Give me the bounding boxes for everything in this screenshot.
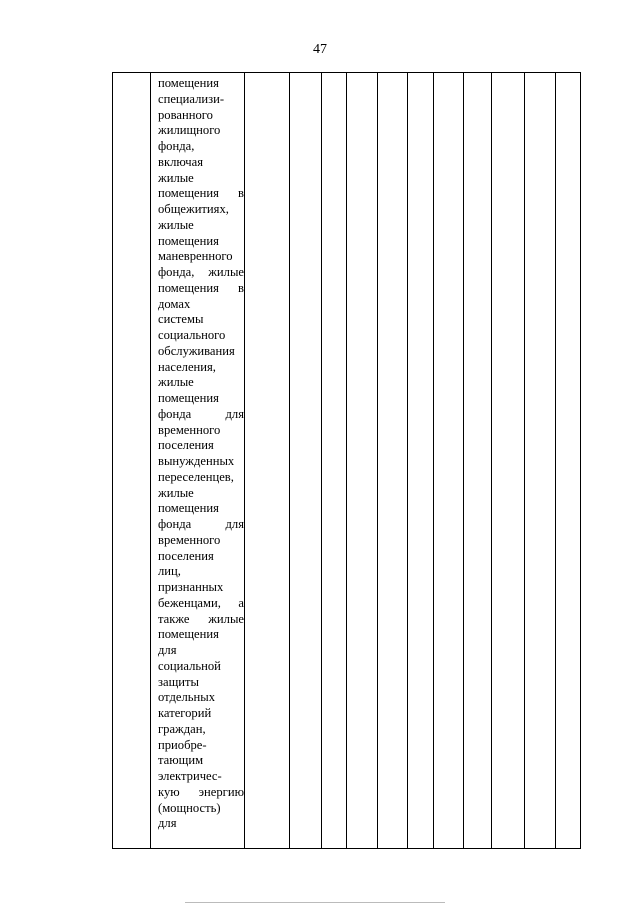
cell-word: для — [225, 406, 244, 421]
cell-word: беженцами, — [158, 595, 221, 610]
cell-word: в — [238, 280, 244, 295]
cell-text-line — [158, 738, 244, 754]
cell-text-line — [158, 186, 244, 202]
cell-word: фонда, — [158, 265, 195, 279]
cell-word: временного — [158, 532, 221, 547]
cell-word: энергию — [198, 784, 244, 799]
cell-word: включая — [158, 154, 203, 169]
cell-text-line — [158, 108, 244, 124]
cell-text-line — [158, 407, 244, 423]
column-divider — [289, 73, 290, 848]
cell-text-line — [158, 533, 244, 549]
cell-word: временного — [158, 422, 221, 437]
cell-word: помещения — [158, 186, 219, 201]
cell-word: жилые — [158, 375, 194, 390]
cell-text-line — [158, 265, 244, 281]
cell-word: лиц, — [158, 564, 181, 579]
cell-word: поселения — [158, 548, 214, 563]
column-divider — [433, 73, 434, 848]
cell-word: отдельных — [158, 690, 215, 705]
cell-word: помещения — [158, 627, 219, 642]
column-divider — [377, 73, 378, 848]
cell-text-line — [158, 722, 244, 738]
cell-text-line — [158, 202, 244, 218]
cell-word: в — [238, 186, 244, 201]
cell-text-line — [158, 690, 244, 706]
column-divider — [491, 73, 492, 848]
cell-word: вынужденных — [158, 454, 235, 468]
column-divider — [346, 73, 347, 848]
cell-word: фонда — [158, 406, 192, 421]
cell-text-line — [158, 801, 244, 817]
cell-word: для — [158, 816, 177, 831]
cell-text-line — [158, 123, 244, 139]
cell-text-line — [158, 139, 244, 155]
cell-word: кую — [158, 784, 180, 799]
cell-word: домах — [158, 296, 191, 311]
cell-text-line — [158, 375, 244, 391]
cell-word: системы — [158, 312, 204, 327]
cell-text-line — [158, 171, 244, 187]
cell-word: социального — [158, 328, 226, 342]
cell-text-line — [158, 76, 244, 92]
cell-text-line — [158, 596, 244, 612]
cell-text-line — [158, 816, 244, 832]
cell-word: жилые — [158, 217, 194, 232]
cell-text-line — [158, 234, 244, 250]
cell-word: приобре- — [158, 737, 207, 752]
cell-text-line — [158, 155, 244, 171]
cell-word: фонда — [158, 517, 192, 531]
cell-text-line — [158, 785, 244, 801]
column-divider — [407, 73, 408, 848]
cell-text-line — [158, 643, 244, 659]
cell-text-line — [158, 675, 244, 691]
page-number: 47 — [313, 42, 327, 57]
column-divider — [463, 73, 464, 848]
column-divider — [555, 73, 556, 848]
cell-text-line — [158, 249, 244, 265]
cell-text-line — [158, 706, 244, 722]
cell-word: для — [158, 643, 177, 657]
cell-text-line — [158, 564, 244, 580]
cell-text-line — [158, 486, 244, 502]
cell-text-line — [158, 218, 244, 234]
cell-word: защиты — [158, 674, 199, 689]
table-cell-text — [158, 76, 244, 832]
cell-word: поселения — [158, 438, 214, 453]
cell-word: признанных — [158, 580, 224, 594]
cell-text-line — [158, 580, 244, 596]
cell-word: граждан, — [158, 721, 206, 736]
cell-word: обслуживания — [158, 343, 235, 358]
cell-word: фонда, — [158, 139, 195, 153]
column-divider — [321, 73, 322, 848]
cell-word: а — [238, 595, 244, 610]
scan-edge-line — [185, 902, 445, 903]
cell-word: жилые — [208, 265, 244, 279]
cell-word: маневренного — [158, 249, 233, 264]
cell-text-line — [158, 92, 244, 108]
cell-text-line — [158, 312, 244, 328]
cell-word: электричес- — [158, 769, 222, 783]
cell-text-line — [158, 470, 244, 486]
cell-word: помещения — [158, 391, 219, 405]
cell-text-line — [158, 281, 244, 297]
cell-word: жилищного — [158, 123, 221, 138]
cell-word: переселенцев, — [158, 469, 234, 484]
cell-word: населения, — [158, 359, 216, 374]
cell-word: специализи- — [158, 91, 225, 106]
cell-text-line — [158, 769, 244, 785]
column-divider — [524, 73, 525, 848]
column-divider — [150, 73, 151, 848]
cell-word: помещения — [158, 233, 219, 248]
cell-word: рованного — [158, 107, 213, 122]
cell-text-line — [158, 360, 244, 376]
cell-text-line — [158, 297, 244, 313]
cell-text-line — [158, 391, 244, 407]
cell-word: помещения — [158, 501, 219, 516]
cell-text-line — [158, 438, 244, 454]
cell-word: (мощность) — [158, 800, 221, 815]
cell-text-line — [158, 423, 244, 439]
cell-word: жилые — [208, 611, 244, 626]
cell-text-line — [158, 344, 244, 360]
cell-word: общежитиях, — [158, 202, 229, 216]
cell-text-line — [158, 753, 244, 769]
column-divider — [244, 73, 245, 848]
cell-word: также — [158, 611, 190, 626]
cell-word: жилые — [158, 170, 194, 185]
cell-word: категорий — [158, 706, 212, 720]
cell-text-line — [158, 517, 244, 533]
cell-word: помещения — [158, 76, 219, 90]
cell-word: социальной — [158, 658, 221, 673]
cell-word: помещения — [158, 280, 219, 295]
cell-text-line — [158, 549, 244, 565]
cell-word: жилые — [158, 485, 194, 500]
cell-text-line — [158, 328, 244, 344]
cell-text-line — [158, 454, 244, 470]
cell-word: тающим — [158, 753, 204, 768]
cell-word: для — [225, 517, 244, 531]
column-divider — [580, 73, 581, 848]
cell-text-line — [158, 612, 244, 628]
cell-text-line — [158, 659, 244, 675]
cell-text-line — [158, 501, 244, 517]
cell-text-line — [158, 627, 244, 643]
